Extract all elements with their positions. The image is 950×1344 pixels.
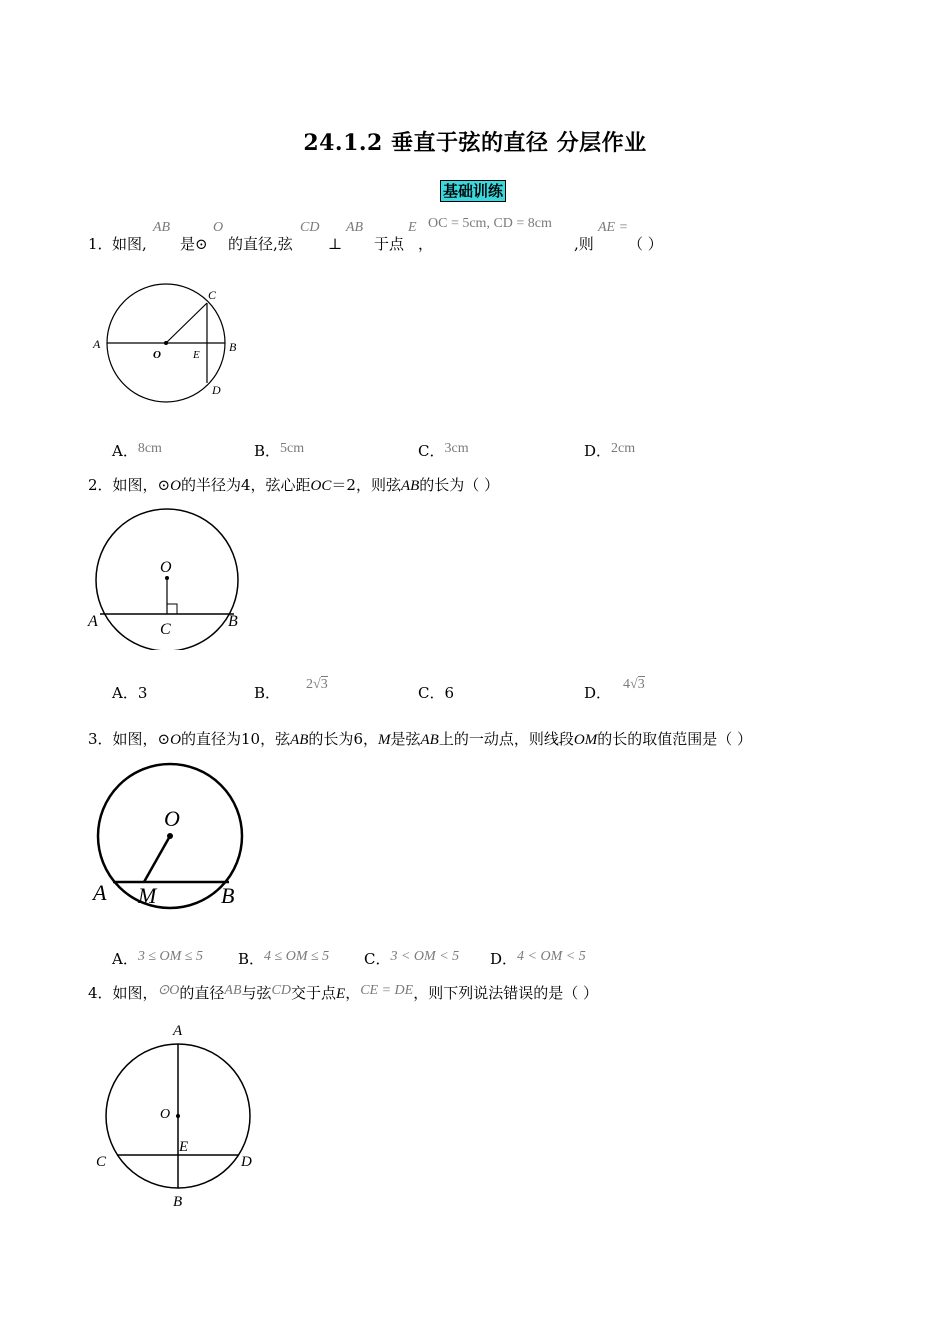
option-key: D． (584, 684, 612, 702)
math-ab: AB (346, 220, 364, 235)
text-segment: ，则弦 (355, 476, 401, 494)
option-key: B． (238, 950, 265, 968)
label-o: O (160, 559, 172, 576)
section-label: 基础训练 (440, 180, 506, 202)
math-given: OC = 5cm, CD = 8cm (428, 216, 552, 231)
math-ab: AB (290, 732, 309, 748)
label-m: M (138, 883, 157, 908)
label-b: B (229, 340, 237, 354)
label-e: E (179, 1139, 189, 1155)
option-key: D． (490, 950, 518, 968)
option-key: D． (584, 442, 612, 460)
option-key: C． (418, 684, 445, 702)
label-o: O (153, 349, 161, 361)
label-o: O (164, 806, 180, 831)
option-b[interactable] (254, 677, 328, 703)
number: 6 (353, 730, 363, 748)
answer-paren: 的长为（ ） (419, 476, 500, 494)
question-text: 的直径,弦 (228, 235, 293, 253)
label-d: D (241, 1154, 252, 1170)
option-value: 5cm (280, 441, 305, 456)
text-segment: 的直径为 (180, 730, 241, 748)
text-segment: ，弦心距 (250, 476, 311, 494)
number: 4 (240, 476, 251, 494)
option-key: A． (112, 950, 138, 968)
label-b: B (228, 613, 238, 630)
page-title: 24.1.2 垂直于弦的直径 分层作业 (303, 130, 647, 156)
math-o: ⊙O (157, 983, 180, 998)
option-radicand: 3 (637, 677, 645, 692)
option-value: 3 ≤ OM ≤ 5 (137, 949, 203, 964)
answer-paren: （ ） (628, 235, 663, 253)
question-number: 4． (88, 984, 113, 1002)
math-om: OM (573, 732, 598, 748)
label-c: C (160, 621, 171, 638)
label-a: A (88, 613, 98, 630)
question-text: 是⊙ (180, 235, 208, 253)
math-cd: CD (271, 983, 291, 998)
option-key: C． (418, 442, 445, 460)
option-coef: 2 (306, 677, 314, 692)
option-value: 3 (137, 684, 148, 702)
option-c[interactable] (364, 948, 459, 969)
question-text (88, 983, 598, 1005)
option-key: A． (112, 684, 138, 702)
question-text (88, 475, 499, 496)
sqrt-icon: √ (313, 677, 321, 692)
text-segment: 交于点 (291, 984, 337, 1002)
option-value: 4 < OM < 5 (517, 949, 586, 964)
sqrt-icon: √ (630, 677, 638, 692)
math-oc: OC (310, 478, 332, 494)
question-text: ,则 (574, 235, 594, 253)
option-c[interactable] (418, 682, 454, 703)
perpendicular-symbol: ⊥ (328, 235, 343, 253)
math-o: O (213, 220, 224, 235)
text-segment: 上的一动点，则线段 (438, 730, 574, 748)
option-value: 4 ≤ OM ≤ 5 (264, 949, 330, 964)
figure-q3 (88, 758, 258, 913)
question-text: 如图, (112, 235, 147, 253)
option-a[interactable] (112, 948, 203, 969)
text-segment: 的半径为 (180, 476, 241, 494)
question-text: 于点 (374, 235, 405, 253)
text-segment: 是弦 (390, 730, 421, 748)
label-o: O (160, 1107, 171, 1122)
math-ab: AB (153, 220, 171, 235)
text-segment: 的直径 (179, 984, 225, 1002)
figure-q2 (84, 500, 254, 650)
math-ce-de: CE = DE (360, 983, 414, 998)
answer-paren: 的长的取值范围是（ ） (597, 730, 752, 748)
math-ae: AE = (598, 220, 629, 235)
option-key: B． (254, 442, 281, 460)
math-cd: CD (300, 220, 320, 235)
option-coef: 4 (623, 677, 631, 692)
math-e: E (336, 986, 346, 1002)
label-d: D (212, 383, 221, 397)
option-value: 2cm (611, 441, 636, 456)
option-value: 3 < OM < 5 (390, 949, 460, 964)
answer-paren: ，则下列说法错误的是（ ） (413, 984, 598, 1002)
text-segment: 如图，⊙ (112, 476, 171, 494)
option-value: 8cm (137, 441, 162, 456)
label-a: A (173, 1023, 183, 1039)
option-a[interactable] (112, 682, 147, 703)
question-number: 1． (88, 235, 113, 253)
question-number: 2． (88, 476, 113, 494)
label-b: B (173, 1194, 183, 1210)
math-e: E (408, 220, 417, 235)
option-key: B． (254, 684, 281, 702)
text-segment: 如图，⊙ (112, 730, 171, 748)
number: 10 (240, 730, 261, 748)
option-key: C． (364, 950, 391, 968)
question-text (88, 729, 752, 750)
math-m: M (378, 732, 391, 748)
option-radicand: 3 (320, 677, 328, 692)
number: 2 (346, 476, 356, 494)
text-segment: ， (345, 984, 361, 1002)
math-ab: AB (400, 478, 420, 494)
option-d[interactable] (490, 948, 586, 969)
math-ab: AB (420, 732, 439, 748)
figure-q1 (86, 280, 256, 410)
label-b: B (221, 883, 235, 908)
text-segment: 的长为 (308, 730, 354, 748)
text-segment: ，弦 (260, 730, 291, 748)
option-b[interactable] (238, 948, 329, 969)
option-value: 6 (444, 684, 455, 702)
option-d[interactable] (584, 440, 635, 461)
option-value: 3cm (444, 441, 469, 456)
text-segment: 与弦 (241, 984, 272, 1002)
label-a: A (93, 337, 101, 351)
text-segment: ， (362, 730, 378, 748)
option-c[interactable] (418, 440, 469, 461)
label-e: E (193, 349, 200, 361)
option-key: A． (112, 442, 138, 460)
text-segment: 如图， (112, 984, 158, 1002)
text-segment: ＝ (331, 476, 347, 494)
question-number: 3． (88, 730, 113, 748)
option-d[interactable] (584, 677, 645, 703)
option-a[interactable] (112, 440, 162, 461)
figure-q4 (92, 1018, 262, 1213)
label-c: C (208, 288, 217, 302)
math-o: O (170, 478, 181, 494)
option-b[interactable] (254, 440, 304, 461)
math-o: O (170, 732, 181, 748)
label-a: A (93, 880, 107, 905)
math-ab: AB (224, 983, 242, 998)
question-text: ， (418, 235, 434, 253)
label-c: C (96, 1154, 107, 1170)
